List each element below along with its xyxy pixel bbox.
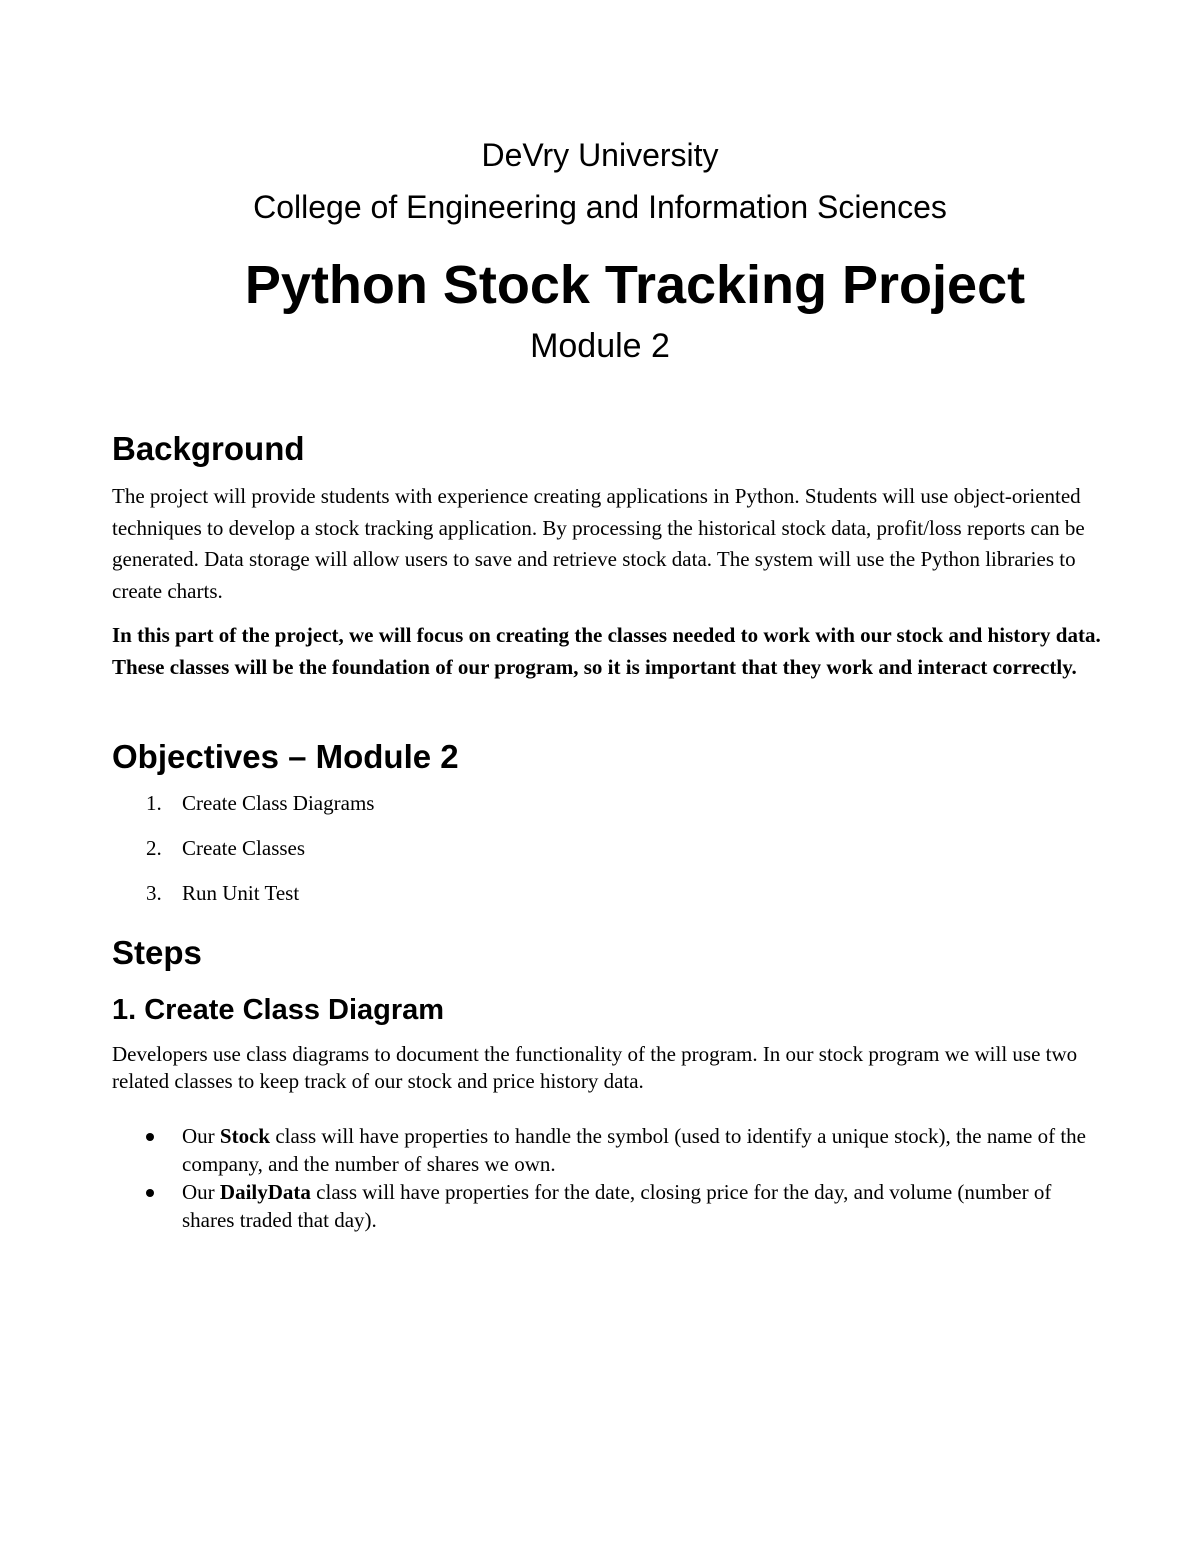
focus-paragraph: In this part of the project, we will focus on creating the classes needed to work with our stock and history data. These classes will be the foundation of our program, so it is important that they work and interact correctly. [112, 623, 1101, 679]
module-subtitle: Module 2 [530, 327, 670, 365]
bullet-icon [146, 1133, 154, 1141]
bullet-prefix: Our [182, 1180, 220, 1204]
list-item-number: 2. [146, 836, 162, 860]
list-item-text: Create Class Diagrams [182, 791, 375, 815]
list-item-text: Create Classes [182, 836, 306, 860]
document-title: Python Stock Tracking Project [244, 255, 1026, 315]
list-item [112, 1122, 1102, 1178]
list-item-text: Run Unit Test [182, 881, 300, 905]
bullet-text: class will have properties for the date, closing price for the day, and volume (number of shares traded that day). [182, 1180, 1052, 1232]
background-heading: Background [112, 430, 305, 467]
bullet-icon [146, 1189, 154, 1197]
class-diagram-paragraph: Developers use class diagrams to document the functionality of the program. In our stock program we will use two related classes to keep track of our stock and price history data. [112, 1042, 1078, 1093]
list-item-number: 1. [146, 791, 162, 815]
list-item-number: 3. [146, 881, 162, 905]
university-name: DeVry University [481, 137, 719, 173]
class-name-dailydata: DailyData [219, 1180, 311, 1204]
background-paragraph: The project will provide students with experience creating applications in Python. Students will use object-oriented techniques to develop a stock tracking application. By processing the historical stock data, profit/loss reports can be generated. Data storage will allow users to save and retrieve stock data. The system will use the Python libraries to create charts. [112, 484, 1085, 603]
college-name: College of Engineering and Information Sciences [253, 189, 947, 225]
steps-heading: Steps [112, 934, 202, 971]
class-bullet-list [112, 1122, 1102, 1234]
step1-heading: 1. Create Class Diagram [112, 994, 445, 1026]
list-item [112, 1178, 1102, 1234]
class-name-stock: Stock [219, 1124, 271, 1148]
bullet-prefix: Our [182, 1124, 220, 1148]
objectives-heading: Objectives – Module 2 [112, 738, 459, 775]
bullet-text: class will have properties to handle the symbol (used to identify a unique stock), the name of the company, and the number of shares we own. [182, 1124, 1086, 1176]
